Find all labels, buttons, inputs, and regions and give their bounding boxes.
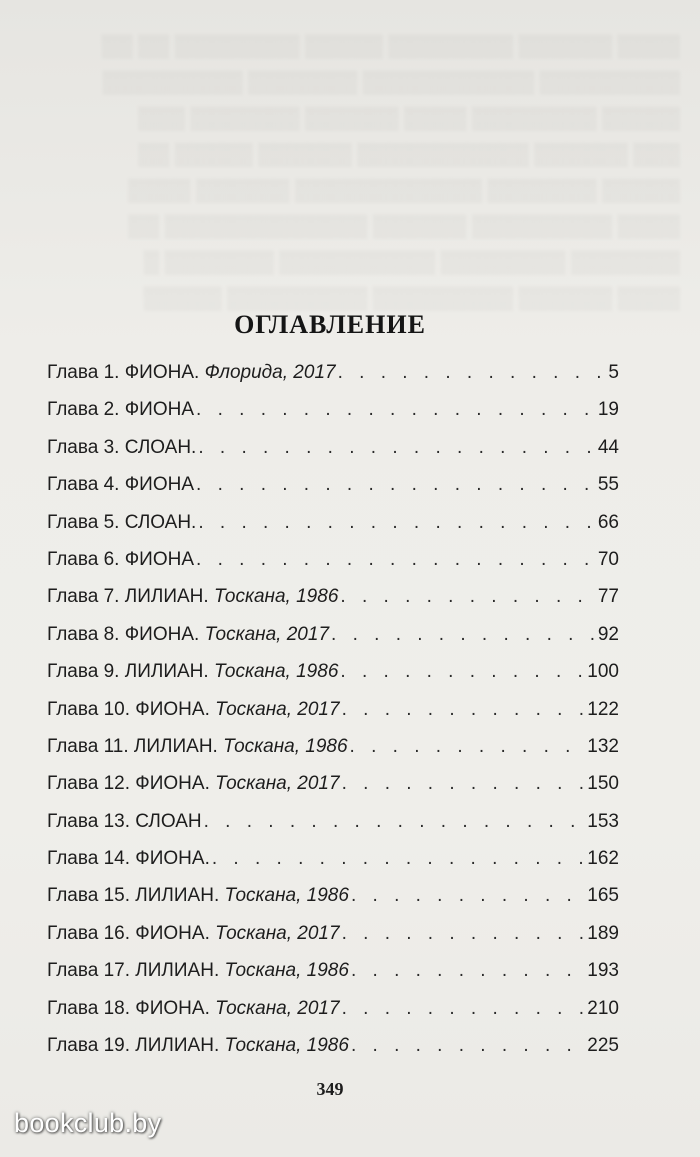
toc-chapter-number: Глава 3. [47,436,120,458]
toc-entry [47,549,619,586]
toc-entry [47,512,619,549]
dot-leader [342,773,586,795]
toc-chapter-name: СЛОАН. [124,511,197,533]
bleed-through-text: ▒▒▒▒ ▒▒▒▒▒▒ ▒▒▒▒▒▒▒▒ ▒▒▒▒▒ ▒▒▒▒▒▒▒▒ ▒▒ ▒▒ ▒▒▒▒▒▒▒▒▒ ▒▒▒▒▒▒▒▒▒▒▒ ▒▒▒▒▒▒▒ ▒▒▒▒▒▒▒▒▒ ▒▒▒▒▒ ▒▒▒▒▒▒▒▒ ▒▒▒▒ ▒▒▒▒▒▒ ▒▒▒▒▒▒▒ ▒▒▒ ▒▒▒ ▒▒▒▒▒▒ ▒▒▒▒▒▒▒▒▒▒▒ ▒▒▒▒▒▒ ▒▒▒▒▒ ▒▒ ▒▒▒▒▒ ▒▒▒▒▒▒▒ ▒▒▒▒▒▒▒▒▒▒▒▒ ▒▒▒▒▒▒ ▒▒▒▒ ▒▒▒▒ ▒▒▒▒▒▒▒▒▒ ▒▒▒▒▒▒ ▒▒▒▒▒▒▒▒▒▒▒▒▒ ▒▒ ▒▒▒▒▒▒▒ ▒▒▒▒▒▒▒▒ ▒▒▒▒▒▒▒▒▒▒ ▒▒▒▒▒▒▒ ▒ ▒▒▒▒ ▒▒▒▒▒▒ ▒▒▒▒▒▒▒▒▒ ▒▒▒▒▒▒▒▒▒ ▒▒▒▒▒ [101,33,680,310]
toc-entry-label [47,549,194,571]
dot-leader [340,661,585,683]
toc-chapter-place: Тоскана, 2017 [215,922,340,944]
toc-page-number: 193 [587,960,619,982]
dot-leader [196,549,596,571]
toc-chapter-name: ФИОНА. [135,773,210,795]
toc-chapter-number: Глава 18. [47,997,131,1019]
toc-entry [47,437,619,474]
toc-entry-label [47,586,338,608]
toc-chapter-number: Глава 8. [47,623,120,645]
toc-chapter-number: Глава 10. [47,698,131,720]
toc-chapter-number: Глава 6. [47,548,120,570]
dot-leader [350,736,586,758]
toc-chapter-number: Глава 16. [47,922,131,944]
toc-page-number: 122 [587,698,619,720]
toc-chapter-name: ЛИЛИАН. [135,960,220,982]
toc-chapter-name: ФИОНА. [135,698,210,720]
toc-chapter-name: ЛИЛИАН. [135,885,220,907]
toc-chapter-number: Глава 2. [47,399,120,421]
toc-page-number: 70 [597,548,619,570]
dot-leader [198,512,596,534]
toc-chapter-name: СЛОАН [135,810,202,832]
toc-entry-label [47,399,194,421]
toc-entry [47,399,619,436]
dot-leader [342,699,586,721]
toc-chapter-name: ФИОНА. [135,922,210,944]
toc-chapter-name: ЛИЛИАН. [124,661,209,683]
toc-chapter-number: Глава 9. [47,661,120,683]
toc-chapter-name: ЛИЛИАН. [135,1035,220,1057]
toc-chapter-name: ФИОНА. [124,362,200,383]
toc-page-number: 225 [587,1035,619,1057]
toc-entry [47,885,619,922]
toc-entry-label [47,848,210,870]
dot-leader [351,960,585,982]
toc-chapter-number: Глава 13. [47,810,131,832]
toc-chapter-number: Глава 7. [47,586,120,608]
toc-chapter-place: Флорида, 2017 [204,362,336,383]
toc-entry [47,998,619,1035]
toc-entry-label [47,474,194,496]
dot-leader [340,586,595,608]
toc-page-number: 92 [597,623,619,645]
toc-entry-label [47,624,329,646]
toc-entry-label [47,773,340,795]
toc-chapter-name: ЛИЛИАН. [133,735,218,757]
toc-chapter-place: Тоскана, 2017 [215,773,340,795]
toc-entry-label [47,437,196,459]
toc-entry-label [47,699,340,721]
toc-chapter-place: Тоскана, 1986 [224,885,349,907]
toc-entry-label [47,512,196,534]
watermark-logo: bookclub.by [14,1108,162,1138]
toc-page-number: 66 [597,511,619,533]
toc-entry-label [47,736,348,758]
toc-chapter-number: Глава 12. [47,773,131,795]
toc-heading: ОГЛАВЛЕНИЕ [234,310,426,339]
toc-chapter-place: Тоскана, 1986 [224,960,349,982]
toc-entry [47,923,619,960]
dot-leader [196,474,596,496]
toc-entry [47,362,619,399]
toc-chapter-place: Тоскана, 1986 [213,661,339,683]
toc-entry [47,699,619,736]
page-number: 349 [316,1079,344,1099]
dot-leader [338,362,607,384]
toc-entry [47,1035,619,1072]
toc-chapter-name: ФИОНА. [135,997,210,1019]
toc-chapter-place: Тоскана, 2017 [204,623,330,645]
toc-chapter-number: Глава 1. [47,362,120,383]
toc-page-number: 153 [587,810,619,832]
toc-entry [47,848,619,885]
toc-chapter-name: ЛИЛИАН. [124,586,209,608]
toc-page-number: 162 [587,848,619,870]
toc-page-number: 100 [587,661,619,683]
toc-entry [47,586,619,623]
toc-chapter-place: Тоскана, 1986 [224,1035,349,1057]
toc-entry-label [47,1035,349,1057]
toc-entry-label [47,885,349,907]
toc-entry-label [47,811,202,833]
toc-chapter-name: ФИОНА [124,399,195,421]
toc-chapter-name: ФИОНА. [124,623,200,645]
dot-leader [196,399,596,421]
toc-chapter-name: ФИОНА. [135,848,210,870]
toc-entry [47,811,619,848]
dot-leader [342,998,586,1020]
toc-chapter-place: Тоскана, 2017 [215,997,340,1019]
dot-leader [331,624,596,646]
toc-page-number: 77 [597,586,619,608]
toc-chapter-number: Глава 4. [47,474,120,496]
toc-entry [47,661,619,698]
toc-chapter-name: ФИОНА [124,474,195,496]
toc-chapter-place: Тоскана, 2017 [215,698,340,720]
toc-chapter-number: Глава 17. [47,960,131,982]
toc-page-number: 55 [597,474,619,496]
toc-chapter-name: ФИОНА [124,548,195,570]
toc-chapter-number: Глава 5. [47,511,120,533]
dot-leader [204,811,586,833]
toc-page-number: 5 [608,362,619,383]
toc-entry-label [47,923,340,945]
toc-page-number: 132 [587,735,619,757]
toc-chapter-place: Тоскана, 1986 [213,586,339,608]
toc-entry [47,773,619,810]
toc-chapter-number: Глава 19. [47,1035,131,1057]
toc-entry [47,624,619,661]
dot-leader [351,1035,585,1057]
toc-entry-label [47,362,336,384]
dot-leader [198,437,596,459]
dot-leader [342,923,586,945]
toc-page-number: 210 [587,997,619,1019]
toc-chapter-number: Глава 11. [47,735,129,757]
dot-leader [212,848,585,870]
toc-page-number: 19 [597,399,619,421]
toc-chapter-name: СЛОАН. [124,436,197,458]
toc-chapter-number: Глава 15. [47,885,131,907]
toc-chapter-number: Глава 14. [47,848,131,870]
toc-entry [47,960,619,997]
dot-leader [351,885,585,907]
toc-page-number: 150 [587,773,619,795]
toc-entry-label [47,960,349,982]
toc-entry-label [47,661,338,683]
toc-entry [47,474,619,511]
table-of-contents [47,362,619,1072]
toc-entry [47,736,619,773]
toc-chapter-place: Тоскана, 1986 [223,735,348,757]
toc-page-number: 44 [597,436,619,458]
toc-page-number: 165 [587,885,619,907]
toc-page-number: 189 [587,922,619,944]
toc-entry-label [47,998,340,1020]
